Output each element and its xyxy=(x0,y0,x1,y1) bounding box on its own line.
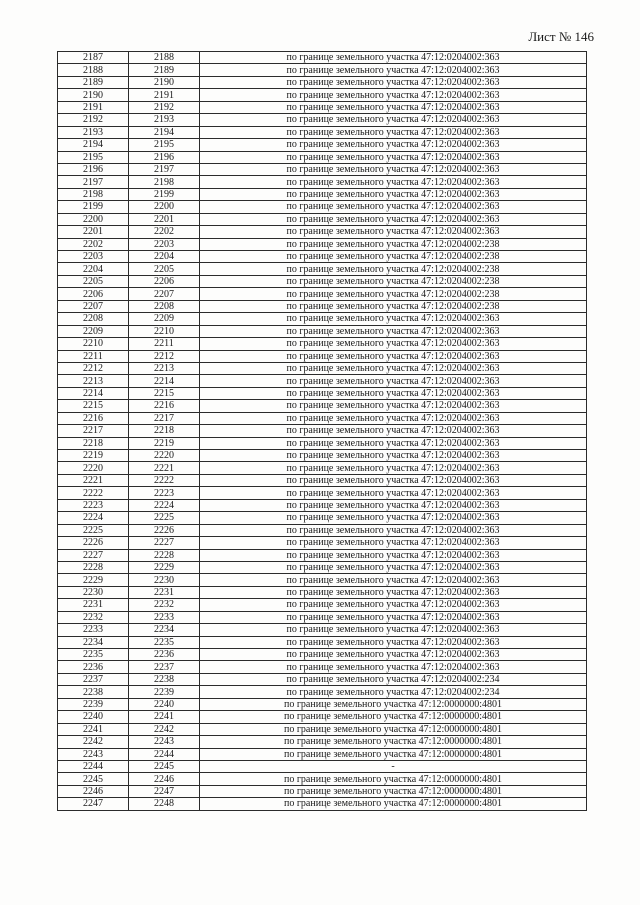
to-point-cell: 2193 xyxy=(129,114,200,126)
description-cell: - xyxy=(200,760,587,772)
description-cell: по границе земельного участка 47:12:0204002:363 xyxy=(200,499,587,511)
description-cell: по границе земельного участка 47:12:0204002:363 xyxy=(200,213,587,225)
from-point-cell: 2209 xyxy=(58,325,129,337)
description-cell: по границе земельного участка 47:12:0000000:4801 xyxy=(200,773,587,785)
from-point-cell: 2216 xyxy=(58,412,129,424)
to-point-cell: 2188 xyxy=(129,52,200,64)
to-point-cell: 2246 xyxy=(129,773,200,785)
to-point-cell: 2238 xyxy=(129,673,200,685)
description-cell: по границе земельного участка 47:12:0204002:363 xyxy=(200,52,587,64)
description-cell: по границе земельного участка 47:12:0204002:363 xyxy=(200,549,587,561)
from-point-cell: 2223 xyxy=(58,499,129,511)
description-cell: по границе земельного участка 47:12:0204002:363 xyxy=(200,375,587,387)
to-point-cell: 2212 xyxy=(129,350,200,362)
description-cell: по границе земельного участка 47:12:0204002:363 xyxy=(200,139,587,151)
from-point-cell: 2210 xyxy=(58,338,129,350)
description-cell: по границе земельного участка 47:12:0000000:4801 xyxy=(200,698,587,710)
description-cell: по границе земельного участка 47:12:0204002:363 xyxy=(200,437,587,449)
description-cell: по границе земельного участка 47:12:0204002:238 xyxy=(200,288,587,300)
to-point-cell: 2206 xyxy=(129,275,200,287)
table-row xyxy=(58,711,587,723)
table-row xyxy=(58,599,587,611)
table-row xyxy=(58,437,587,449)
to-point-cell: 2226 xyxy=(129,524,200,536)
to-point-cell: 2233 xyxy=(129,611,200,623)
description-cell: по границе земельного участка 47:12:0204002:363 xyxy=(200,611,587,623)
to-point-cell: 2241 xyxy=(129,711,200,723)
table-row xyxy=(58,611,587,623)
table-row xyxy=(58,89,587,101)
description-cell: по границе земельного участка 47:12:0204002:363 xyxy=(200,624,587,636)
table-row xyxy=(58,188,587,200)
description-cell: по границе земельного участка 47:12:0204002:363 xyxy=(200,561,587,573)
to-point-cell: 2223 xyxy=(129,487,200,499)
description-cell: по границе земельного участка 47:12:0000000:4801 xyxy=(200,723,587,735)
to-point-cell: 2209 xyxy=(129,313,200,325)
table-row xyxy=(58,524,587,536)
to-point-cell: 2216 xyxy=(129,400,200,412)
to-point-cell: 2195 xyxy=(129,139,200,151)
from-point-cell: 2247 xyxy=(58,798,129,810)
from-point-cell: 2202 xyxy=(58,238,129,250)
from-point-cell: 2238 xyxy=(58,686,129,698)
from-point-cell: 2245 xyxy=(58,773,129,785)
from-point-cell: 2189 xyxy=(58,76,129,88)
table-row xyxy=(58,387,587,399)
to-point-cell: 2201 xyxy=(129,213,200,225)
description-cell: по границе земельного участка 47:12:0204002:363 xyxy=(200,599,587,611)
to-point-cell: 2239 xyxy=(129,686,200,698)
to-point-cell: 2196 xyxy=(129,151,200,163)
to-point-cell: 2243 xyxy=(129,736,200,748)
table-row xyxy=(58,201,587,213)
from-point-cell: 2214 xyxy=(58,387,129,399)
from-point-cell: 2240 xyxy=(58,711,129,723)
to-point-cell: 2213 xyxy=(129,362,200,374)
table-row xyxy=(58,139,587,151)
table-row xyxy=(58,549,587,561)
to-point-cell: 2191 xyxy=(129,89,200,101)
description-cell: по границе земельного участка 47:12:0204002:363 xyxy=(200,387,587,399)
description-cell: по границе земельного участка 47:12:0204002:363 xyxy=(200,89,587,101)
description-cell: по границе земельного участка 47:12:0204002:363 xyxy=(200,325,587,337)
to-point-cell: 2220 xyxy=(129,450,200,462)
description-cell: по границе земельного участка 47:12:0204002:363 xyxy=(200,450,587,462)
description-cell: по границе земельного участка 47:12:0204002:363 xyxy=(200,114,587,126)
to-point-cell: 2245 xyxy=(129,760,200,772)
description-cell: по границе земельного участка 47:12:0204002:238 xyxy=(200,238,587,250)
table-row xyxy=(58,512,587,524)
table-row xyxy=(58,338,587,350)
from-point-cell: 2200 xyxy=(58,213,129,225)
to-point-cell: 2214 xyxy=(129,375,200,387)
to-point-cell: 2227 xyxy=(129,537,200,549)
from-point-cell: 2218 xyxy=(58,437,129,449)
from-point-cell: 2244 xyxy=(58,760,129,772)
from-point-cell: 2243 xyxy=(58,748,129,760)
table-row xyxy=(58,561,587,573)
description-cell: по границе земельного участка 47:12:0204002:363 xyxy=(200,649,587,661)
table-row xyxy=(58,586,587,598)
to-point-cell: 2219 xyxy=(129,437,200,449)
description-cell: по границе земельного участка 47:12:0204002:363 xyxy=(200,574,587,586)
from-point-cell: 2237 xyxy=(58,673,129,685)
table-row xyxy=(58,163,587,175)
table-row xyxy=(58,400,587,412)
description-cell: по границе земельного участка 47:12:0204002:363 xyxy=(200,487,587,499)
to-point-cell: 2231 xyxy=(129,586,200,598)
description-cell: по границе земельного участка 47:12:0204002:363 xyxy=(200,362,587,374)
to-point-cell: 2205 xyxy=(129,263,200,275)
table-row xyxy=(58,350,587,362)
from-point-cell: 2235 xyxy=(58,649,129,661)
to-point-cell: 2204 xyxy=(129,251,200,263)
to-point-cell: 2230 xyxy=(129,574,200,586)
to-point-cell: 2189 xyxy=(129,64,200,76)
from-point-cell: 2204 xyxy=(58,263,129,275)
from-point-cell: 2220 xyxy=(58,462,129,474)
from-point-cell: 2196 xyxy=(58,163,129,175)
to-point-cell: 2224 xyxy=(129,499,200,511)
table-row xyxy=(58,263,587,275)
to-point-cell: 2194 xyxy=(129,126,200,138)
description-cell: по границе земельного участка 47:12:0204002:363 xyxy=(200,636,587,648)
table-row xyxy=(58,673,587,685)
from-point-cell: 2241 xyxy=(58,723,129,735)
to-point-cell: 2198 xyxy=(129,176,200,188)
description-cell: по границе земельного участка 47:12:0204002:238 xyxy=(200,300,587,312)
table-row xyxy=(58,325,587,337)
table-row xyxy=(58,462,587,474)
from-point-cell: 2230 xyxy=(58,586,129,598)
description-cell: по границе земельного участка 47:12:0204002:363 xyxy=(200,313,587,325)
from-point-cell: 2187 xyxy=(58,52,129,64)
description-cell: по границе земельного участка 47:12:0204002:363 xyxy=(200,425,587,437)
from-point-cell: 2221 xyxy=(58,474,129,486)
table-row xyxy=(58,251,587,263)
to-point-cell: 2197 xyxy=(129,163,200,175)
to-point-cell: 2211 xyxy=(129,338,200,350)
to-point-cell: 2217 xyxy=(129,412,200,424)
description-cell: по границе земельного участка 47:12:0204002:363 xyxy=(200,400,587,412)
to-point-cell: 2229 xyxy=(129,561,200,573)
table-row xyxy=(58,288,587,300)
description-cell: по границе земельного участка 47:12:0204002:238 xyxy=(200,263,587,275)
table-row xyxy=(58,275,587,287)
table-row xyxy=(58,760,587,772)
table-body xyxy=(58,52,587,811)
from-point-cell: 2188 xyxy=(58,64,129,76)
description-cell: по границе земельного участка 47:12:0204002:363 xyxy=(200,101,587,113)
table-row xyxy=(58,126,587,138)
description-cell: по границе земельного участка 47:12:0204002:363 xyxy=(200,661,587,673)
table-row xyxy=(58,450,587,462)
from-point-cell: 2246 xyxy=(58,785,129,797)
from-point-cell: 2190 xyxy=(58,89,129,101)
from-point-cell: 2192 xyxy=(58,114,129,126)
boundary-description-table xyxy=(57,51,587,811)
from-point-cell: 2234 xyxy=(58,636,129,648)
description-cell: по границе земельного участка 47:12:0000000:4801 xyxy=(200,736,587,748)
from-point-cell: 2217 xyxy=(58,425,129,437)
to-point-cell: 2218 xyxy=(129,425,200,437)
table-row xyxy=(58,238,587,250)
table-row xyxy=(58,64,587,76)
to-point-cell: 2190 xyxy=(129,76,200,88)
from-point-cell: 2222 xyxy=(58,487,129,499)
table-row xyxy=(58,487,587,499)
table-row xyxy=(58,213,587,225)
table-row xyxy=(58,785,587,797)
to-point-cell: 2242 xyxy=(129,723,200,735)
table-row xyxy=(58,412,587,424)
description-cell: по границе земельного участка 47:12:0204002:363 xyxy=(200,537,587,549)
from-point-cell: 2199 xyxy=(58,201,129,213)
from-point-cell: 2233 xyxy=(58,624,129,636)
from-point-cell: 2231 xyxy=(58,599,129,611)
table-row xyxy=(58,499,587,511)
description-cell: по границе земельного участка 47:12:0204002:363 xyxy=(200,412,587,424)
to-point-cell: 2248 xyxy=(129,798,200,810)
to-point-cell: 2202 xyxy=(129,226,200,238)
from-point-cell: 2213 xyxy=(58,375,129,387)
table-row xyxy=(58,773,587,785)
from-point-cell: 2198 xyxy=(58,188,129,200)
from-point-cell: 2225 xyxy=(58,524,129,536)
description-cell: по границе земельного участка 47:12:0204002:234 xyxy=(200,673,587,685)
to-point-cell: 2215 xyxy=(129,387,200,399)
from-point-cell: 2206 xyxy=(58,288,129,300)
from-point-cell: 2194 xyxy=(58,139,129,151)
sheet-number: Лист № 146 xyxy=(528,29,594,44)
from-point-cell: 2197 xyxy=(58,176,129,188)
from-point-cell: 2227 xyxy=(58,549,129,561)
description-cell: по границе земельного участка 47:12:0204002:363 xyxy=(200,462,587,474)
to-point-cell: 2208 xyxy=(129,300,200,312)
to-point-cell: 2235 xyxy=(129,636,200,648)
from-point-cell: 2193 xyxy=(58,126,129,138)
to-point-cell: 2236 xyxy=(129,649,200,661)
description-cell: по границе земельного участка 47:12:0204002:238 xyxy=(200,275,587,287)
description-cell: по границе земельного участка 47:12:0204002:363 xyxy=(200,176,587,188)
table-row xyxy=(58,362,587,374)
description-cell: по границе земельного участка 47:12:0204002:238 xyxy=(200,251,587,263)
to-point-cell: 2228 xyxy=(129,549,200,561)
description-cell: по границе земельного участка 47:12:0204002:363 xyxy=(200,151,587,163)
table-row xyxy=(58,76,587,88)
to-point-cell: 2244 xyxy=(129,748,200,760)
to-point-cell: 2199 xyxy=(129,188,200,200)
description-cell: по границе земельного участка 47:12:0204002:363 xyxy=(200,338,587,350)
table-row xyxy=(58,226,587,238)
table-row xyxy=(58,748,587,760)
table-row xyxy=(58,698,587,710)
description-cell: по границе земельного участка 47:12:0204002:363 xyxy=(200,512,587,524)
from-point-cell: 2232 xyxy=(58,611,129,623)
description-cell: по границе земельного участка 47:12:0204002:363 xyxy=(200,226,587,238)
from-point-cell: 2226 xyxy=(58,537,129,549)
description-cell: по границе земельного участка 47:12:0000000:4801 xyxy=(200,748,587,760)
table-row xyxy=(58,636,587,648)
from-point-cell: 2212 xyxy=(58,362,129,374)
description-cell: по границе земельного участка 47:12:0204002:363 xyxy=(200,201,587,213)
from-point-cell: 2219 xyxy=(58,450,129,462)
description-cell: по границе земельного участка 47:12:0204002:363 xyxy=(200,64,587,76)
table-row xyxy=(58,736,587,748)
description-cell: по границе земельного участка 47:12:0000000:4801 xyxy=(200,711,587,723)
table-row xyxy=(58,798,587,810)
to-point-cell: 2247 xyxy=(129,785,200,797)
from-point-cell: 2205 xyxy=(58,275,129,287)
table-row xyxy=(58,176,587,188)
from-point-cell: 2208 xyxy=(58,313,129,325)
table-row xyxy=(58,313,587,325)
description-cell: по границе земельного участка 47:12:0000000:4801 xyxy=(200,798,587,810)
to-point-cell: 2240 xyxy=(129,698,200,710)
description-cell: по границе земельного участка 47:12:0000000:4801 xyxy=(200,785,587,797)
from-point-cell: 2211 xyxy=(58,350,129,362)
description-cell: по границе земельного участка 47:12:0204002:363 xyxy=(200,76,587,88)
table-row xyxy=(58,649,587,661)
to-point-cell: 2200 xyxy=(129,201,200,213)
table-row xyxy=(58,686,587,698)
from-point-cell: 2215 xyxy=(58,400,129,412)
table-row xyxy=(58,114,587,126)
from-point-cell: 2203 xyxy=(58,251,129,263)
to-point-cell: 2221 xyxy=(129,462,200,474)
to-point-cell: 2234 xyxy=(129,624,200,636)
description-cell: по границе земельного участка 47:12:0204002:363 xyxy=(200,188,587,200)
to-point-cell: 2207 xyxy=(129,288,200,300)
from-point-cell: 2191 xyxy=(58,101,129,113)
from-point-cell: 2229 xyxy=(58,574,129,586)
table-row xyxy=(58,300,587,312)
to-point-cell: 2237 xyxy=(129,661,200,673)
description-cell: по границе земельного участка 47:12:0204002:363 xyxy=(200,350,587,362)
description-cell: по границе земельного участка 47:12:0204002:363 xyxy=(200,163,587,175)
to-point-cell: 2232 xyxy=(129,599,200,611)
description-cell: по границе земельного участка 47:12:0204002:363 xyxy=(200,586,587,598)
table-row xyxy=(58,151,587,163)
description-cell: по границе земельного участка 47:12:0204002:363 xyxy=(200,126,587,138)
table-row xyxy=(58,661,587,673)
table-row xyxy=(58,537,587,549)
from-point-cell: 2207 xyxy=(58,300,129,312)
table-row xyxy=(58,425,587,437)
to-point-cell: 2192 xyxy=(129,101,200,113)
from-point-cell: 2239 xyxy=(58,698,129,710)
from-point-cell: 2236 xyxy=(58,661,129,673)
table-row xyxy=(58,624,587,636)
to-point-cell: 2203 xyxy=(129,238,200,250)
from-point-cell: 2228 xyxy=(58,561,129,573)
table-row xyxy=(58,52,587,64)
table-row xyxy=(58,375,587,387)
from-point-cell: 2195 xyxy=(58,151,129,163)
table-row xyxy=(58,574,587,586)
table-row xyxy=(58,723,587,735)
from-point-cell: 2201 xyxy=(58,226,129,238)
table-row xyxy=(58,474,587,486)
table-row xyxy=(58,101,587,113)
to-point-cell: 2225 xyxy=(129,512,200,524)
description-cell: по границе земельного участка 47:12:0204002:363 xyxy=(200,524,587,536)
description-cell: по границе земельного участка 47:12:0204002:363 xyxy=(200,474,587,486)
from-point-cell: 2224 xyxy=(58,512,129,524)
to-point-cell: 2222 xyxy=(129,474,200,486)
from-point-cell: 2242 xyxy=(58,736,129,748)
description-cell: по границе земельного участка 47:12:0204002:234 xyxy=(200,686,587,698)
to-point-cell: 2210 xyxy=(129,325,200,337)
